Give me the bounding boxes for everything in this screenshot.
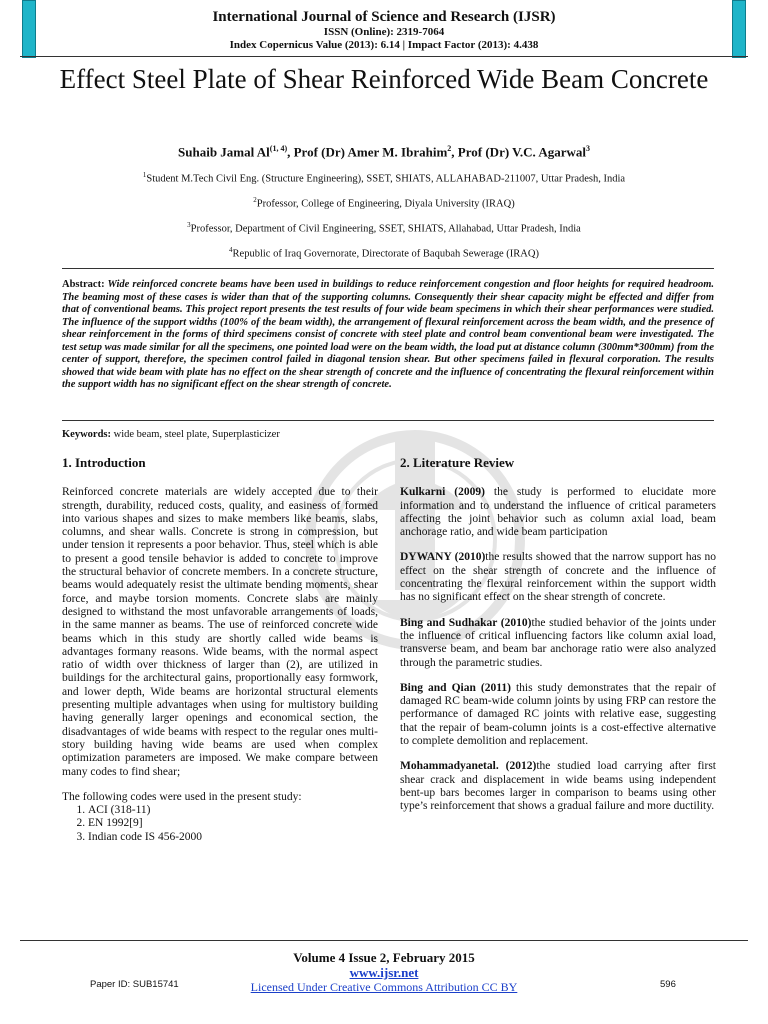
keywords-text: wide beam, steel plate, Superplasticizer bbox=[113, 429, 280, 440]
author-2-sup: 2 bbox=[447, 144, 452, 153]
affiliation-4 bbox=[40, 246, 728, 260]
list-item: 1. ACI (318-11) bbox=[88, 804, 378, 817]
footer-rule bbox=[20, 940, 748, 941]
affiliation-1-text: Student M.Tech Civil Eng. (Structure Engineering), SSET, SHIATS, ALLAHABAD-211007, Uttar Pradesh, India bbox=[146, 173, 626, 185]
codes-intro: The following codes were used in the present study: bbox=[62, 790, 302, 803]
lit-entry-text: the results showed that the narrow support has no effect on the shear strength of concrete and the influence of concentrating the flexural reinforcement within the support width has no significant effect on the shear strength of concrete. bbox=[400, 551, 717, 604]
affiliation-3-text: Professor, Department of Civil Engineering, SSET, SHIATS, Allahabad, Uttar Pradesh, India bbox=[190, 223, 581, 235]
journal-issn: ISSN (Online): 2319-7064 bbox=[323, 26, 445, 38]
journal-name: International Journal of Science and Research (IJSR) bbox=[212, 9, 556, 25]
abstract-rule-top bbox=[62, 268, 714, 269]
lit-entry-author: Mohammadyanetal. (2012) bbox=[400, 760, 537, 773]
paper-title: Effect Steel Plate of Shear Reinforced Wide Beam Concrete bbox=[59, 64, 709, 94]
lit-entry-mohammadyan bbox=[400, 760, 716, 813]
lit-entry-author: DYWANY (2010) bbox=[400, 551, 486, 564]
footer-license-link[interactable]: Licensed Under Creative Commons Attribution CC BY bbox=[250, 980, 518, 994]
introduction-paragraph: Reinforced concrete materials are widely accepted due to their strength, durability, reduced costs, quality, and easiness of formed into various shapes and sizes to make members like beams, slabs, columns, and shear walls. Concrete is strong in compression, but under tension it represents a poor behavior. Thus, steel which is able to present a good tensile behavior is added to concrete to improve the structural behavior of concrete members. In a concrete structure, beams would adequately resist the ultimate bending moments, shear force, and maybe torsion moments. Concrete slabs are mainly designed to withstand the most unfavorable arrangements of loads, in the same manner as beams. The use of reinforced concrete wide beams which in this study are shortly called wide beams is advantages formany reasons. Wide beams, with the normal aspect ratio of width over thickness of larger than (2), are utilized in buildings for the architectural gains, proportionally easy formwork, and lower depth, Wide beams are horizontal structural elements presenting multiple advantages when using for multistory building having generally larger openings and economical section, the disadvantages of wide beams with respect to the regular ones multi-story building having wide beams are used when complex optimization parameters are imposed. We make compare between many codes to find shear; bbox=[62, 486, 378, 778]
lit-entry-bing-qian bbox=[400, 682, 716, 748]
lit-entry-author: Kulkarni (2009) bbox=[400, 486, 485, 499]
keywords bbox=[62, 429, 714, 440]
lit-entry-text: the studied load carrying after first shear crack and displacement in wide beams using independent bent-up bars becomes larger in comparison to beams using other type’s reinforcement that shows a gradual failure and more ductility. bbox=[400, 760, 716, 813]
journal-index: Index Copernicus Value (2013): 6.14 | Impact Factor (2013): 4.438 bbox=[229, 39, 539, 51]
lit-entry-kulkarni bbox=[400, 486, 716, 539]
lit-entry-bing-sudhakar bbox=[400, 617, 716, 670]
author-2: , Prof (Dr) Amer M. Ibrahim bbox=[287, 144, 448, 160]
lit-entry-dywany bbox=[400, 551, 716, 604]
affiliation-2-text: Professor, College of Engineering, Diyala University (IRAQ) bbox=[256, 198, 515, 210]
column-left bbox=[62, 456, 378, 844]
list-item: 2. EN 1992[9] bbox=[88, 817, 378, 830]
literature-review-heading: 2. Literature Review bbox=[400, 455, 515, 470]
author-line bbox=[40, 144, 728, 160]
footer-volume: Volume 4 Issue 2, February 2015 bbox=[293, 950, 475, 965]
journal-header bbox=[0, 8, 768, 52]
lit-entry-text: the studied behavior of the joints under the influence of critical influencing factors like column axial load, transverse beam, and beam bar anchorage ratio were also analyzed through the parametric studies. bbox=[400, 616, 716, 669]
abstract-rule-bottom bbox=[62, 420, 714, 421]
abstract bbox=[62, 279, 714, 392]
codes-list bbox=[62, 804, 378, 844]
column-right bbox=[400, 456, 716, 826]
introduction-heading: 1. Introduction bbox=[62, 455, 146, 470]
author-3: , Prof (Dr) V.C. Agarwal bbox=[451, 144, 586, 160]
affiliation-2-sup: 2 bbox=[253, 196, 257, 204]
footer-paper-id: Paper ID: SUB15741 bbox=[90, 979, 179, 990]
lit-entry-text: the study is performed to elucidate more information and to understand the influence of critical parameters affecting the joint behavior such as column axial load, beam anchorage ratio, and wide beam participation bbox=[400, 486, 717, 539]
list-item: 3. Indian code IS 456-2000 bbox=[88, 831, 378, 844]
affiliation-3-sup: 3 bbox=[187, 221, 191, 229]
affiliation-1 bbox=[40, 171, 728, 185]
affiliation-2 bbox=[40, 196, 728, 210]
header-rule bbox=[20, 56, 748, 57]
affiliation-1-sup: 1 bbox=[142, 171, 147, 179]
author-1: Suhaib Jamal Al bbox=[178, 144, 270, 160]
author-3-sup: 3 bbox=[585, 144, 590, 153]
abstract-label: Abstract: bbox=[62, 279, 105, 290]
affiliation-3 bbox=[40, 221, 728, 235]
footer-page-number: 596 bbox=[660, 979, 676, 990]
affiliation-4-text: Republic of Iraq Governorate, Directorate of Baqubah Sewerage (IRAQ) bbox=[232, 248, 539, 260]
author-1-sup: (1, 4) bbox=[269, 144, 288, 153]
abstract-text: Wide reinforced concrete beams have been used in buildings to reduce reinforcement congestion and floor heights for required headroom. The beaming most of these cases is wider than that of the supporting columns. Consequently their shear capacity might be effected and differ from that of conventional beams. This project report presents the test results of four wide beam specimens in which their shear performances were studied. The influence of the support widths (100% of the beam width), the arrangement of flexural reinforcement across the beam width, and the presence of shear reinforcement in the forms of third specimens consist of concrete with steel plate and control beam conventional beam were investigated. The test setup was made similar for all the specimens, one pointed load were on the beam width, the load put at distance column (300mm*300mm) from the center of support, therefore, the specimen control failed in diagonal tension shear. But other specimens failed in flexural corporation. The results showed that wide beam with plate has no effect on the shear strength of concrete and the influence of concentrating the flexural reinforcement within the support width has no significant effect on the shear strength of concrete. bbox=[62, 279, 714, 390]
lit-entry-author: Bing and Sudhakar (2010) bbox=[400, 616, 532, 629]
keywords-label: Keywords: bbox=[62, 429, 111, 440]
lit-entry-author: Bing and Qian (2011) bbox=[400, 681, 511, 694]
footer-website-link[interactable]: www.ijsr.net bbox=[349, 965, 419, 980]
lit-entry-text: this study demonstrates that the repair of damaged RC beam-wide column joints by using FRP can restore the performance of damaged RC joints with relative ease, suggesting that the repair of beam-column joints is a cost-effective alternative to complete demolition and replacement. bbox=[400, 681, 716, 748]
affiliation-4-sup: 4 bbox=[229, 246, 233, 254]
